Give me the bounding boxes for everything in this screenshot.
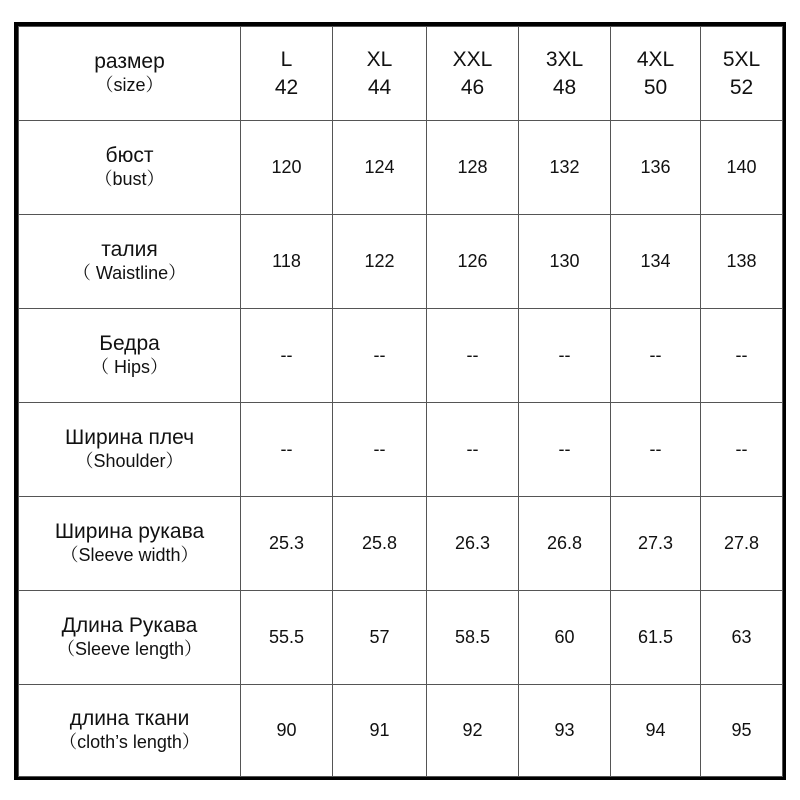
table-cell: -- [611, 309, 701, 403]
table-cell: 120 [241, 121, 333, 215]
table-cell: 136 [611, 121, 701, 215]
header-label-cell [19, 27, 241, 121]
size-number: 48 [552, 75, 577, 99]
row-label-cell [19, 215, 241, 309]
row-label-ru: Бедра [99, 332, 160, 355]
table-cell: 128 [427, 121, 519, 215]
table-cell: 60 [519, 591, 611, 685]
table-cell: 118 [241, 215, 333, 309]
table-cell: -- [701, 309, 783, 403]
header-label-en: （size） [95, 75, 164, 95]
row-label-ru: Длина Рукава [61, 614, 198, 637]
row-label-cell [19, 403, 241, 497]
table-row-shoulder [19, 403, 783, 497]
table-row-sleeve-width [19, 497, 783, 591]
size-header-cell [427, 27, 519, 121]
table-cell: 126 [427, 215, 519, 309]
size-chart-table [18, 26, 783, 777]
table-cell: -- [333, 403, 427, 497]
table-cell: 93 [519, 685, 611, 777]
size-code: XL [366, 47, 393, 71]
table-cell: 134 [611, 215, 701, 309]
size-number: 52 [729, 75, 754, 99]
row-label-cell [19, 685, 241, 777]
row-label-ru: бюст [105, 144, 154, 167]
row-label-ru: Ширина плеч [64, 426, 195, 449]
table-cell: -- [519, 403, 611, 497]
table-cell: -- [427, 309, 519, 403]
row-label-en: （cloth’s length） [59, 732, 200, 752]
table-cell: 130 [519, 215, 611, 309]
size-number: 44 [367, 75, 392, 99]
table-cell: -- [427, 403, 519, 497]
table-cell: -- [519, 309, 611, 403]
table-row-waistline [19, 215, 783, 309]
size-number: 50 [643, 75, 668, 99]
table-row-bust [19, 121, 783, 215]
row-label-ru: длина ткани [69, 707, 190, 730]
table-cell: 138 [701, 215, 783, 309]
table-cell: 27.8 [701, 497, 783, 591]
row-label-en: （Sleeve width） [60, 545, 199, 565]
size-code: XXL [452, 47, 493, 71]
row-label-cell [19, 121, 241, 215]
table-cell: 61.5 [611, 591, 701, 685]
table-cell: 27.3 [611, 497, 701, 591]
table-cell: -- [241, 309, 333, 403]
table-row-sleeve-length [19, 591, 783, 685]
size-code: 4XL [636, 47, 675, 71]
row-label-en: （Sleeve length） [56, 639, 203, 659]
row-label-cell [19, 591, 241, 685]
size-number: 42 [274, 75, 299, 99]
table-cell: 55.5 [241, 591, 333, 685]
table-cell: 26.3 [427, 497, 519, 591]
size-code: 5XL [722, 47, 761, 71]
size-header-cell [519, 27, 611, 121]
row-label-ru: талия [101, 238, 158, 261]
table-row-cloth-length [19, 685, 783, 777]
row-label-en: （ Waistline） [72, 263, 187, 283]
row-label-cell [19, 309, 241, 403]
table-cell: -- [611, 403, 701, 497]
table-cell: 57 [333, 591, 427, 685]
table-cell: -- [241, 403, 333, 497]
size-header-cell [333, 27, 427, 121]
table-cell: 95 [701, 685, 783, 777]
table-cell: 26.8 [519, 497, 611, 591]
table-cell: 122 [333, 215, 427, 309]
size-number: 46 [460, 75, 485, 99]
table-cell: -- [333, 309, 427, 403]
header-label-ru: размер [94, 50, 165, 73]
table-cell: 25.8 [333, 497, 427, 591]
size-header-cell [701, 27, 783, 121]
table-cell: 58.5 [427, 591, 519, 685]
table-cell: 91 [333, 685, 427, 777]
size-header-cell [611, 27, 701, 121]
table-cell: 132 [519, 121, 611, 215]
header-row [19, 27, 783, 121]
table-cell: 90 [241, 685, 333, 777]
row-label-cell [19, 497, 241, 591]
table-row-hips [19, 309, 783, 403]
table-cell: 140 [701, 121, 783, 215]
table-cell: 63 [701, 591, 783, 685]
table-cell: 124 [333, 121, 427, 215]
size-code: 3XL [545, 47, 584, 71]
row-label-ru: Ширина рукава [54, 520, 205, 543]
size-code: L [280, 47, 293, 71]
row-label-en: （Shoulder） [75, 451, 184, 471]
table-cell: 94 [611, 685, 701, 777]
table-cell: -- [701, 403, 783, 497]
table-cell: 92 [427, 685, 519, 777]
size-header-cell [241, 27, 333, 121]
row-label-en: （bust） [94, 169, 165, 189]
table-cell: 25.3 [241, 497, 333, 591]
row-label-en: （ Hips） [90, 357, 168, 377]
